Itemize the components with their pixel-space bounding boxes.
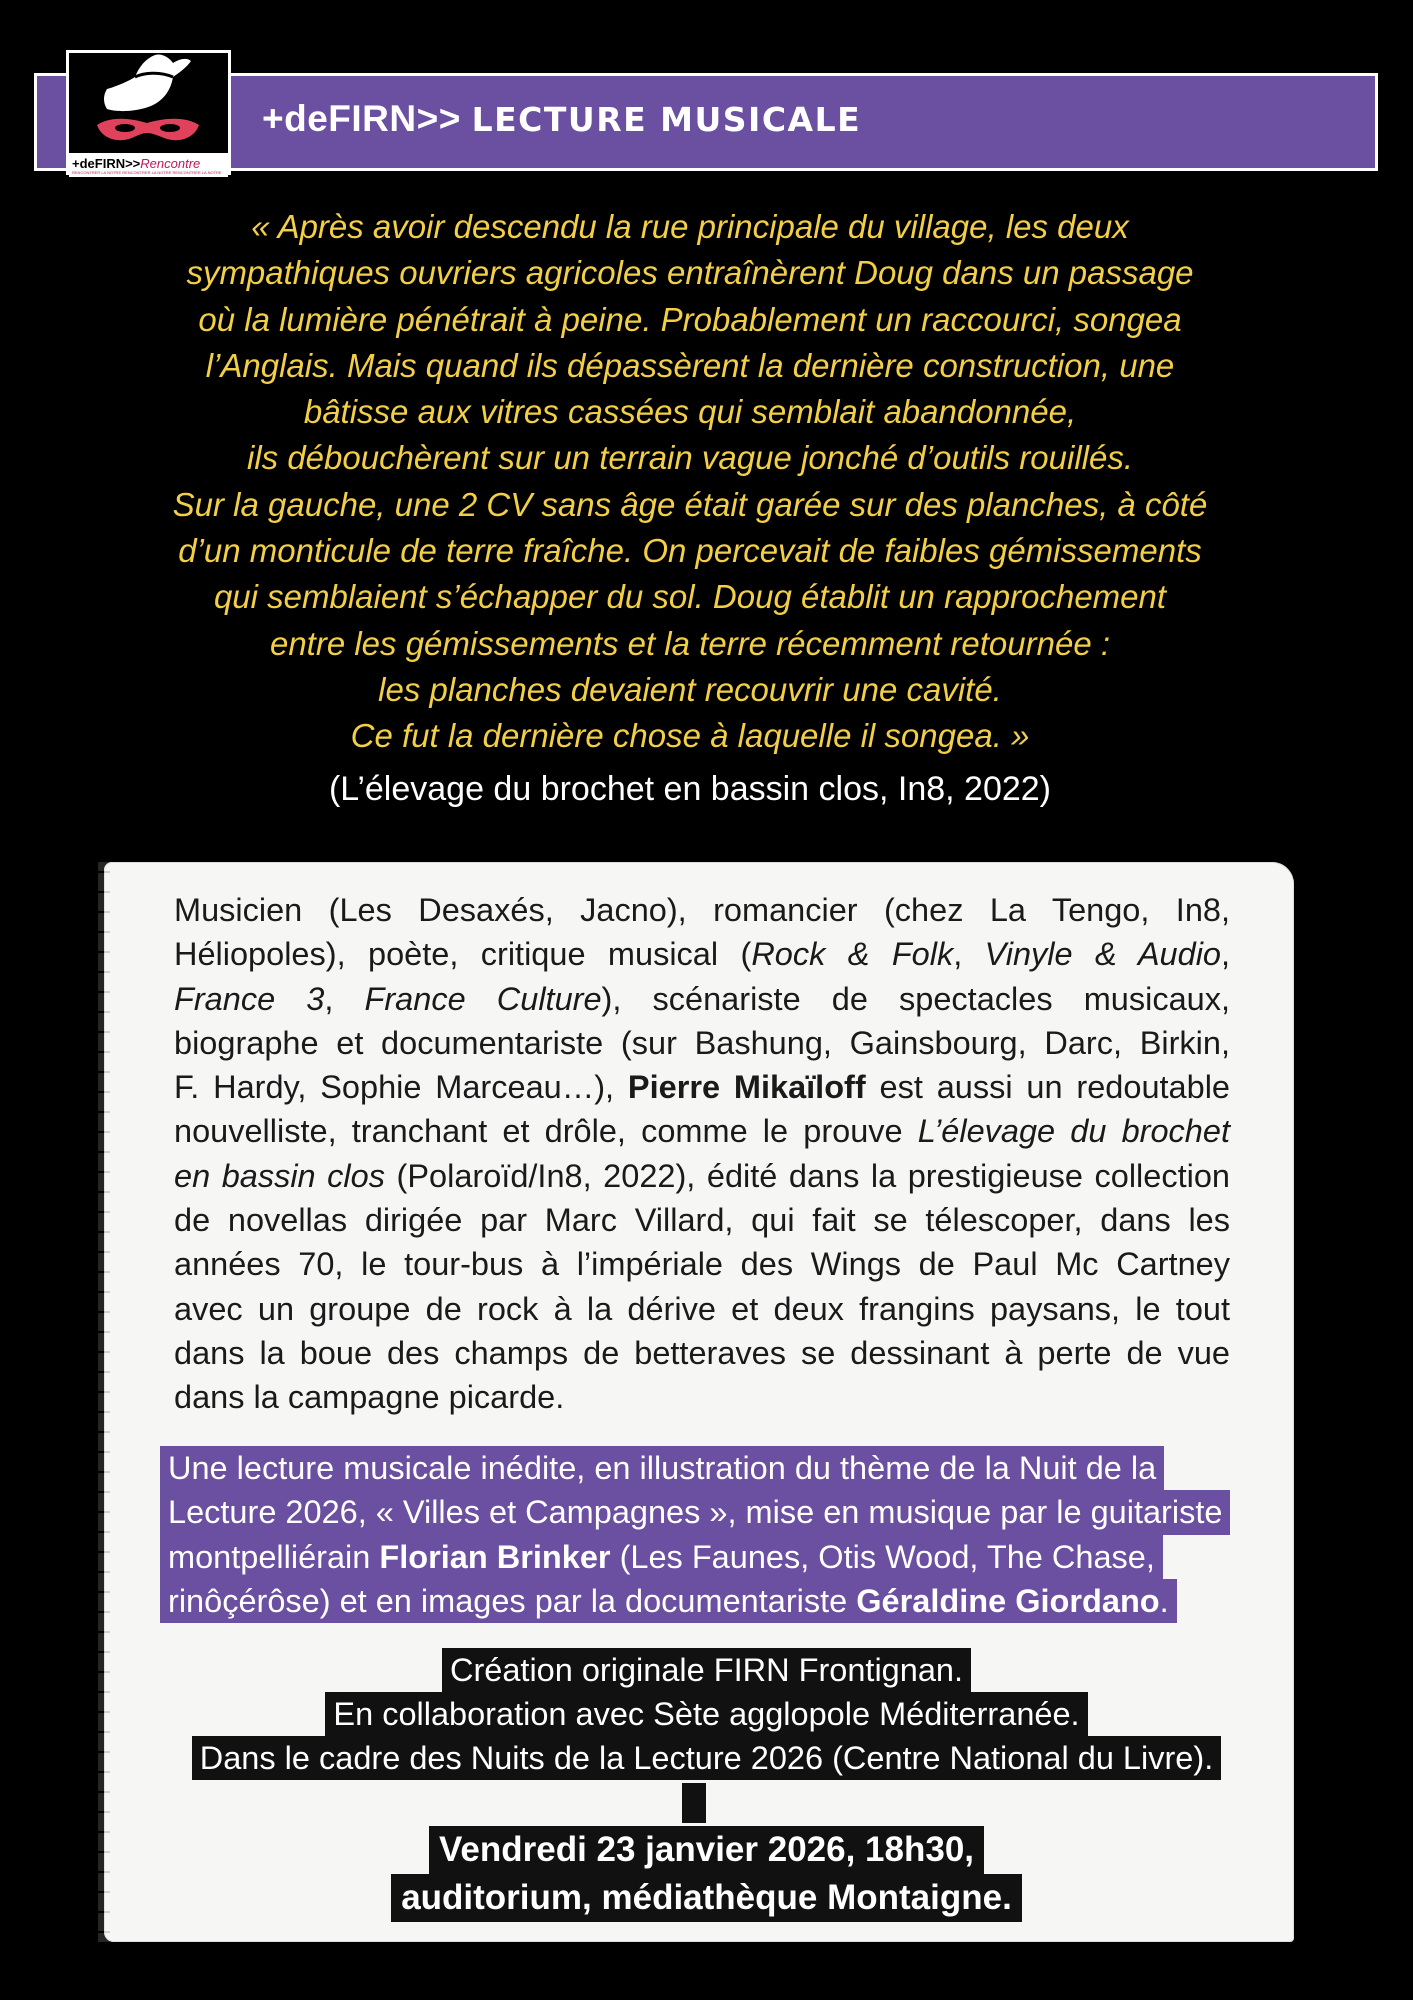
- logo-rencontre: Rencontre: [140, 156, 201, 171]
- quote-line: les planches devaient recouvrir une cavité.: [378, 670, 1002, 708]
- excerpt-quote: [60, 204, 1320, 760]
- logo-subline: RENCONTRER LA NOTRE RENCONTRER LA NOTRE RENCONTRER LA NOTRE: [72, 170, 222, 175]
- bio-line: Musicien (Les Desaxés, Jacno), romancier (chez La Tengo, In8,: [174, 892, 1230, 928]
- quote-line: l’Anglais. Mais quand ils dépassèrent la dernière construction, une: [205, 346, 1175, 384]
- event-venue-line: auditorium, médiathèque Montaigne.: [391, 1874, 1022, 1922]
- event-date-line: Vendredi 23 janvier 2026, 18h30,: [429, 1826, 984, 1874]
- header-title-text: LECTURE MUSICALE: [471, 100, 862, 139]
- logo-name: +deFIRN>>: [72, 156, 141, 171]
- credit-line: En collaboration avec Sète agglopole Méditerranée.: [325, 1692, 1087, 1736]
- bio-line: nouvelliste, tranchant et drôle, comme le prouve L’élevage du brochet: [174, 1113, 1230, 1150]
- quote-line: Sur la gauche, une 2 CV sans âge était garée sur des planches, à côté: [172, 485, 1208, 523]
- logo-tagline: [69, 153, 228, 177]
- book-title: L’élevage du brochet: [917, 1113, 1230, 1150]
- quote-citation: (L’élevage du brochet en bassin clos, In8, 2022): [328, 770, 1052, 808]
- quote-line: ils débouchèrent sur un terrain vague jonché d’outils rouillés.: [246, 439, 1134, 477]
- bio-line: avec un groupe de rock à la dérive et deux frangins paysans, le tout: [174, 1290, 1230, 1327]
- bio-line: dans la boue des champs de betteraves se dessinant à perte de vue: [174, 1334, 1230, 1371]
- event-date: [0, 1826, 1413, 1922]
- bio-line: de novellas dirigée par Marc Villard, qui fait se télescoper, dans les: [174, 1202, 1230, 1239]
- bio-line: dans la campagne picarde.: [174, 1379, 565, 1416]
- bio-line: Héliopoles), poète, critique musical (Rock & Folk, Vinyle & Audio,: [174, 936, 1231, 973]
- quote-line: où la lumière pénétrait à peine. Probablement un raccourci, songea: [198, 300, 1182, 338]
- bio-line: en bassin clos (Polaroïd/In8, 2022), édité dans la prestigieuse collection: [174, 1157, 1231, 1194]
- author-bio: [174, 888, 1230, 1420]
- quote-line: qui semblaient s’échapper du sol. Doug établit un rapprochement: [213, 578, 1167, 616]
- quote-line: entre les gémissements et la terre récemment retournée :: [269, 624, 1111, 662]
- highlight-line: montpelliérain Florian Brinker (Les Faunes, Otis Wood, The Chase,: [160, 1535, 1163, 1579]
- bio-line: biographe et documentariste (sur Bashung, Gainsbourg, Darc, Birkin,: [174, 1024, 1230, 1061]
- hat-mask-icon: [69, 53, 228, 153]
- event-description: [160, 1446, 1250, 1623]
- highlight-line: rinôçérôse) et en images par la documentariste Géraldine Giordano.: [160, 1579, 1177, 1623]
- author-name: Pierre Mikaïloff: [627, 1069, 866, 1106]
- credit-line: Création originale FIRN Frontignan.: [442, 1648, 971, 1692]
- highlight-line: Lecture 2026, « Villes et Campagnes », mise en musique par le guitariste: [160, 1490, 1230, 1534]
- quote-line: sympathiques ouvriers agricoles entraînèrent Doug dans un passage: [186, 254, 1194, 292]
- connector-bar: [682, 1783, 706, 1823]
- bio-line: France 3, France Culture), scénariste de spectacles musicaux,: [174, 980, 1230, 1017]
- documentarist-name: Géraldine Giordano: [856, 1582, 1160, 1619]
- highlight-line: Une lecture musicale inédite, en illustration du thème de la Nuit de la: [160, 1446, 1164, 1490]
- header-title: [262, 98, 861, 140]
- firn-logo: [66, 50, 231, 175]
- credits: [0, 1648, 1413, 1780]
- header-brand: +deFIRN>>: [262, 98, 461, 139]
- bio-line: années 70, le tour-bus à l’impériale des Wings de Paul Mc Cartney: [174, 1246, 1230, 1283]
- quote-line: « Après avoir descendu la rue principale du village, les deux: [251, 208, 1129, 245]
- credit-line: Dans le cadre des Nuits de la Lecture 2026 (Centre National du Livre).: [192, 1736, 1221, 1780]
- quote-line: bâtisse aux vitres cassées qui semblait abandonnée,: [303, 393, 1077, 431]
- quote-line: d’un monticule de terre fraîche. On percevait de faibles gémissements: [178, 532, 1202, 570]
- guitarist-name: Florian Brinker: [379, 1538, 611, 1575]
- bio-line: F. Hardy, Sophie Marceau…), Pierre Mikaïloff est aussi un redoutable: [174, 1069, 1230, 1106]
- quote-line: Ce fut la dernière chose à laquelle il songea. »: [350, 717, 1030, 755]
